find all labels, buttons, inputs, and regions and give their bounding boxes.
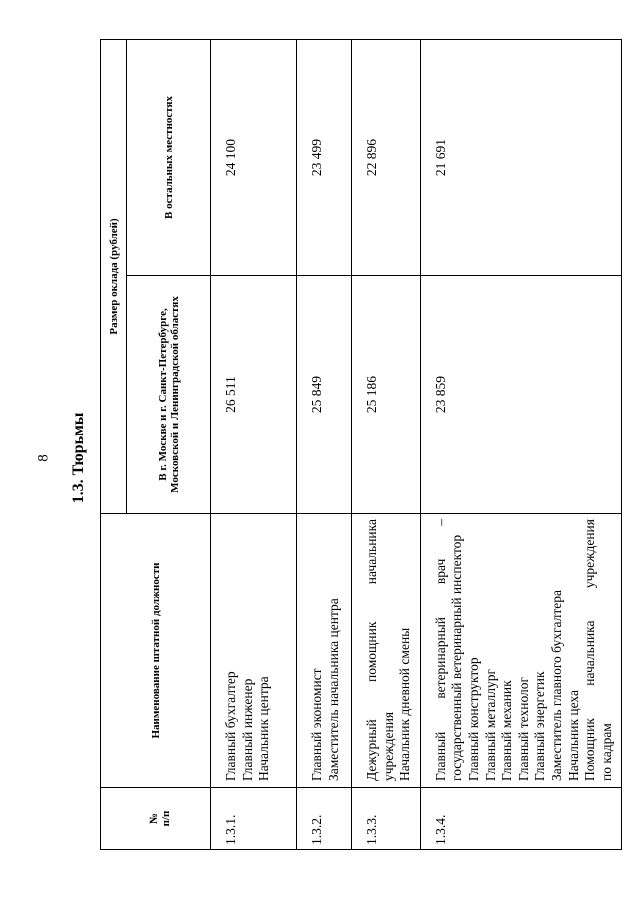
table-row <box>297 39 352 849</box>
salary-other: 22 896 <box>352 39 421 275</box>
row-number: 1.3.4. <box>420 788 622 850</box>
section-title: 1.3. Тюрьмы <box>70 412 87 504</box>
position-names: Главный экономист Заместитель начальника центра <box>297 514 352 788</box>
row-number: 1.3.3. <box>352 788 421 850</box>
table-row <box>211 39 297 849</box>
row-number: 1.3.1. <box>211 788 297 850</box>
position-names: Главный бухгалтер Главный инженер Начальник центра <box>211 514 297 788</box>
header-salary: Размер оклада (рублей) <box>101 39 127 513</box>
salary-other: 21 691 <box>420 39 622 275</box>
salary-moscow: 23 859 <box>420 276 622 514</box>
position-names: Дежурный помощник начальника учреждения Начальник дневной смены <box>352 514 421 788</box>
salary-table <box>100 39 622 850</box>
salary-moscow: 26 511 <box>211 276 297 514</box>
rotated-table-container <box>100 40 614 850</box>
salary-other: 23 499 <box>297 39 352 275</box>
header-moscow: В г. Москве и г. Санкт-Петербурге, Московской и Ленинградской областях <box>127 276 211 514</box>
salary-moscow: 25 186 <box>352 276 421 514</box>
table-row <box>420 39 622 849</box>
salary-moscow: 25 849 <box>297 276 352 514</box>
position-names: Главный ветеринарный врач – государственный ветеринарный инспектор Главный конструктор Главный металлург Главный механик Главный технолог Главный энергетик Заместитель главного бухгалтера Начальник цеха Помощник начальника учреждения по кадрам <box>420 514 622 788</box>
salary-other: 24 100 <box>211 39 297 275</box>
header-position: Наименование штатной должности <box>101 514 211 788</box>
table-row <box>352 39 421 849</box>
header-other-regions: В остальных местностях <box>127 39 211 275</box>
page-number: 8 <box>35 454 52 462</box>
row-number: 1.3.2. <box>297 788 352 850</box>
header-number: № п/п <box>101 788 211 850</box>
